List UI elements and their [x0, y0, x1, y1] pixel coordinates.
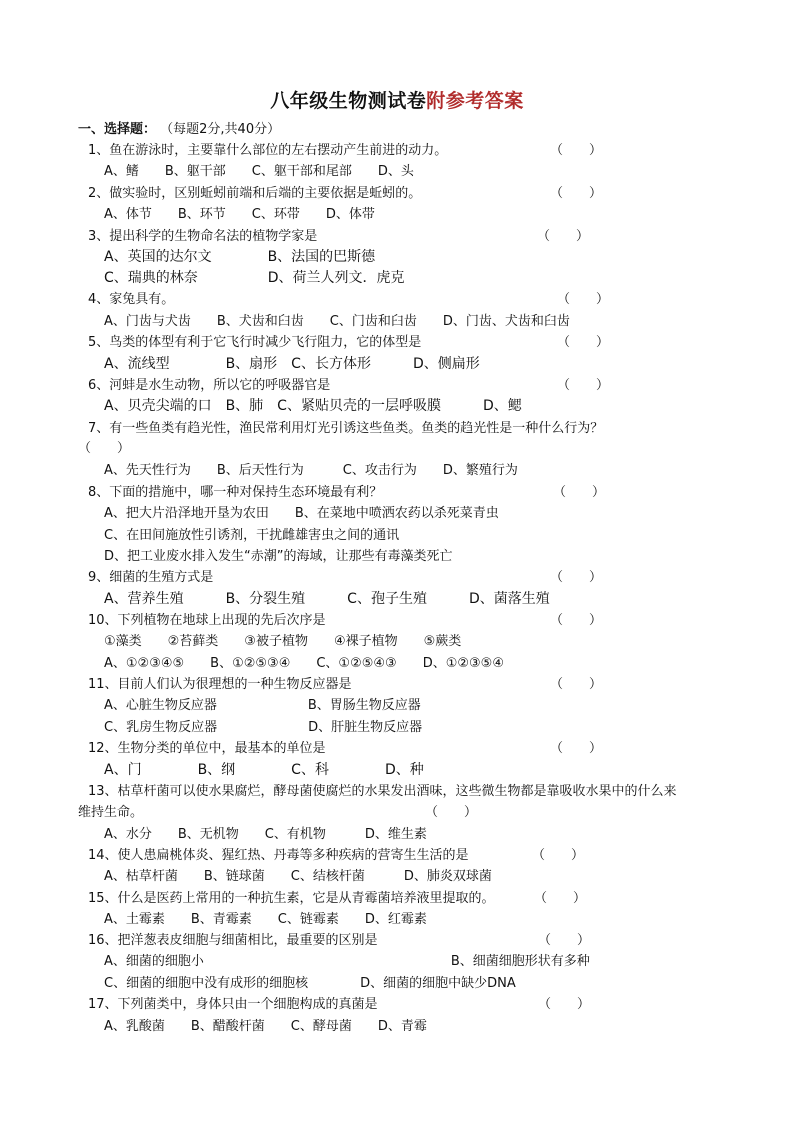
line-text: 16、把洋葱表皮细胞与细菌相比，最重要的区别是 [88, 933, 378, 948]
line-text: A、枯草杆菌 B、链球菌 C、结核杆菌 D、肺炎双球菌 [104, 869, 492, 884]
line-text: C、乳房生物反应器 D、肝脏生物反应器 [104, 720, 423, 735]
line-text: 17、下列菌类中，身体只由一个细胞构成的真菌是 [88, 997, 378, 1012]
line-text: A、土霉素 B、青霉素 C、链霉素 D、红霉素 [104, 912, 427, 927]
answer-blank: （ ） [550, 186, 603, 201]
line-text: 4、家兔具有。 [88, 292, 175, 307]
answer-blank: （ ） [550, 741, 603, 756]
answer-blank: （ ） [557, 378, 610, 393]
option-line [104, 269, 405, 287]
answer-blank: （ ） [550, 143, 603, 158]
option-line [104, 719, 422, 737]
line-text: A、水分 B、无机物 C、有机物 D、维生素 [104, 827, 427, 842]
option-line [104, 590, 550, 608]
section-label: 一、选择题： [78, 122, 157, 137]
option-line [104, 975, 516, 993]
option-line [104, 248, 375, 266]
question-line [88, 569, 213, 587]
line-text: 11、目前人们认为很理想的一种生物反应器是 [88, 677, 352, 692]
line-text: A、鳍 B、躯干部 C、躯干部和尾部 D、头 [104, 164, 414, 179]
line-text: 3、提出科学的生物命名法的植物学家是 [88, 229, 318, 244]
line-text: A、把大片沿泽地开垦为农田 B、在菜地中喷洒农药以杀死菜青虫 [104, 506, 499, 521]
line-text: C、在田间施放性引诱剂，干扰雌雄害虫之间的通讯 [104, 528, 400, 543]
line-text: 14、使人患扁桃体炎、猩红热、丹毒等多种疾病的营寄生生活的是 [88, 848, 469, 863]
line-text: A、门 B、纲 C、科 D、种 [104, 762, 424, 778]
line-text: A、细菌的细胞小 B、细菌细胞形状有多种 [104, 954, 590, 969]
line-text: 9、细菌的生殖方式是 [88, 570, 214, 585]
option-line [104, 505, 499, 523]
page-title [0, 86, 794, 113]
option-line [104, 953, 590, 971]
question-line [88, 740, 326, 758]
answer-blank: （ ） [553, 485, 606, 500]
line-text: A、体节 B、环节 C、环带 D、体带 [104, 207, 375, 222]
line-text: 6、河蚌是水生动物，所以它的呼吸器官是 [88, 378, 331, 393]
line-text: 8、下面的措施中，哪一种对保持生态环境最有利？ [88, 485, 383, 500]
option-line [104, 697, 421, 715]
line-text: 12、生物分类的单位中，最基本的单位是 [88, 741, 326, 756]
line-text: A、流线型 B、扇形 C、长方体形 D、侧扁形 [104, 356, 480, 372]
question-line [88, 142, 447, 160]
question-line [78, 804, 143, 822]
line-text: 维持生命。 [78, 805, 144, 820]
option-line [104, 868, 492, 886]
line-text: C、瑞典的林奈 D、荷兰人列文．虎克 [104, 270, 405, 286]
question-line [88, 612, 326, 630]
title-main: 八年级生物测试卷 [270, 90, 427, 112]
question-line [88, 334, 421, 352]
option-line [104, 397, 522, 415]
question-line [88, 185, 421, 203]
line-text: A、英国的达尔文 B、法国的巴斯德 [104, 249, 376, 265]
line-text: 13、枯草杆菌可以使水果腐烂，酵母菌使腐烂的水果发出酒味，这些微生物都是靠吸收水果中的什么来 [88, 784, 677, 799]
line-text: A、乳酸菌 B、醋酸杆菌 C、酵母菌 D、青霉 [104, 1019, 427, 1034]
line-text: 10、下列植物在地球上出现的先后次序是 [88, 613, 326, 628]
answer-blank: （ ） [534, 891, 587, 906]
line-text: 5、鸟类的体型有利于它飞行时减少飞行阻力，它的体型是 [88, 335, 422, 350]
answer-blank: （ ） [538, 933, 591, 948]
line-text: 7、有一些鱼类有趋光性，渔民常利用灯光引诱这些鱼类。鱼类的趋光性是一种什么行为？ [88, 421, 604, 436]
answer-blank: （ ） [550, 613, 603, 628]
question-line [88, 996, 378, 1014]
section-note: （每题2分,共40分） [160, 122, 281, 137]
answer-blank: （ ） [532, 848, 585, 863]
option-line [104, 633, 461, 651]
option-line [104, 1018, 427, 1036]
line-text: A、营养生殖 B、分裂生殖 C、孢子生殖 D、菌落生殖 [104, 591, 550, 607]
answer-blank: （ ） [425, 805, 478, 820]
question-line [88, 420, 603, 438]
line-text: A、先天性行为 B、后天性行为 C、攻击行为 D、繁殖行为 [104, 463, 518, 478]
answer-blank: （ ） [557, 335, 610, 350]
question-line [88, 484, 382, 502]
option-line [104, 826, 427, 844]
title-accent: 附参考答案 [426, 90, 524, 112]
line-text: C、细菌的细胞中没有成形的细胞核 D、细菌的细胞中缺少DNA [104, 976, 516, 991]
answer-blank: （ ） [550, 570, 603, 585]
option-line [104, 655, 504, 673]
line-text: 1、鱼在游泳时，主要靠什么部位的左右摆动产生前进的动力。 [88, 143, 448, 158]
option-line [104, 355, 480, 373]
line-text: （ ） [78, 441, 131, 456]
question-line [88, 932, 378, 950]
question-line [88, 890, 495, 908]
option-line [104, 527, 399, 545]
line-text: ①藻类 ②苔藓类 ③被子植物 ④裸子植物 ⑤蕨类 [104, 634, 462, 649]
line-text: A、门齿与犬齿 B、犬齿和臼齿 C、门齿和臼齿 D、门齿、犬齿和臼齿 [104, 314, 570, 329]
option-line [104, 313, 570, 331]
option-line [104, 163, 414, 181]
answer-blank: （ ） [537, 229, 590, 244]
line-text: A、①②③④⑤ B、①②⑤③④ C、①②⑤④③ D、①②③⑤④ [104, 656, 504, 671]
question-line [88, 847, 469, 865]
line-text: 15、什么是医药上常用的一种抗生素，它是从青霉菌培养液里提取的。 [88, 891, 495, 906]
question-line [88, 377, 330, 395]
answer-blank: （ ） [550, 677, 603, 692]
question-line [88, 228, 317, 246]
option-line [104, 462, 518, 480]
option-line [104, 911, 427, 929]
section-heading [78, 118, 280, 137]
question-line [78, 440, 130, 458]
answer-blank: （ ） [557, 292, 610, 307]
answer-blank: （ ） [538, 997, 591, 1012]
line-text: A、心脏生物反应器 B、胃肠生物反应器 [104, 698, 421, 713]
option-line [104, 206, 375, 224]
option-line [104, 548, 452, 566]
question-line [88, 291, 174, 309]
option-line [104, 761, 424, 779]
line-text: 2、做实验时，区别蚯蚓前端和后端的主要依据是蚯蚓的。 [88, 186, 422, 201]
line-text: A、贝壳尖端的口 B、肺 C、紧贴贝壳的一层呼吸膜 D、鳃 [104, 398, 522, 414]
line-text: D、把工业废水排入发生“赤潮”的海域，让那些有毒藻类死亡 [104, 549, 453, 564]
question-line [88, 676, 352, 694]
question-line [88, 783, 677, 801]
